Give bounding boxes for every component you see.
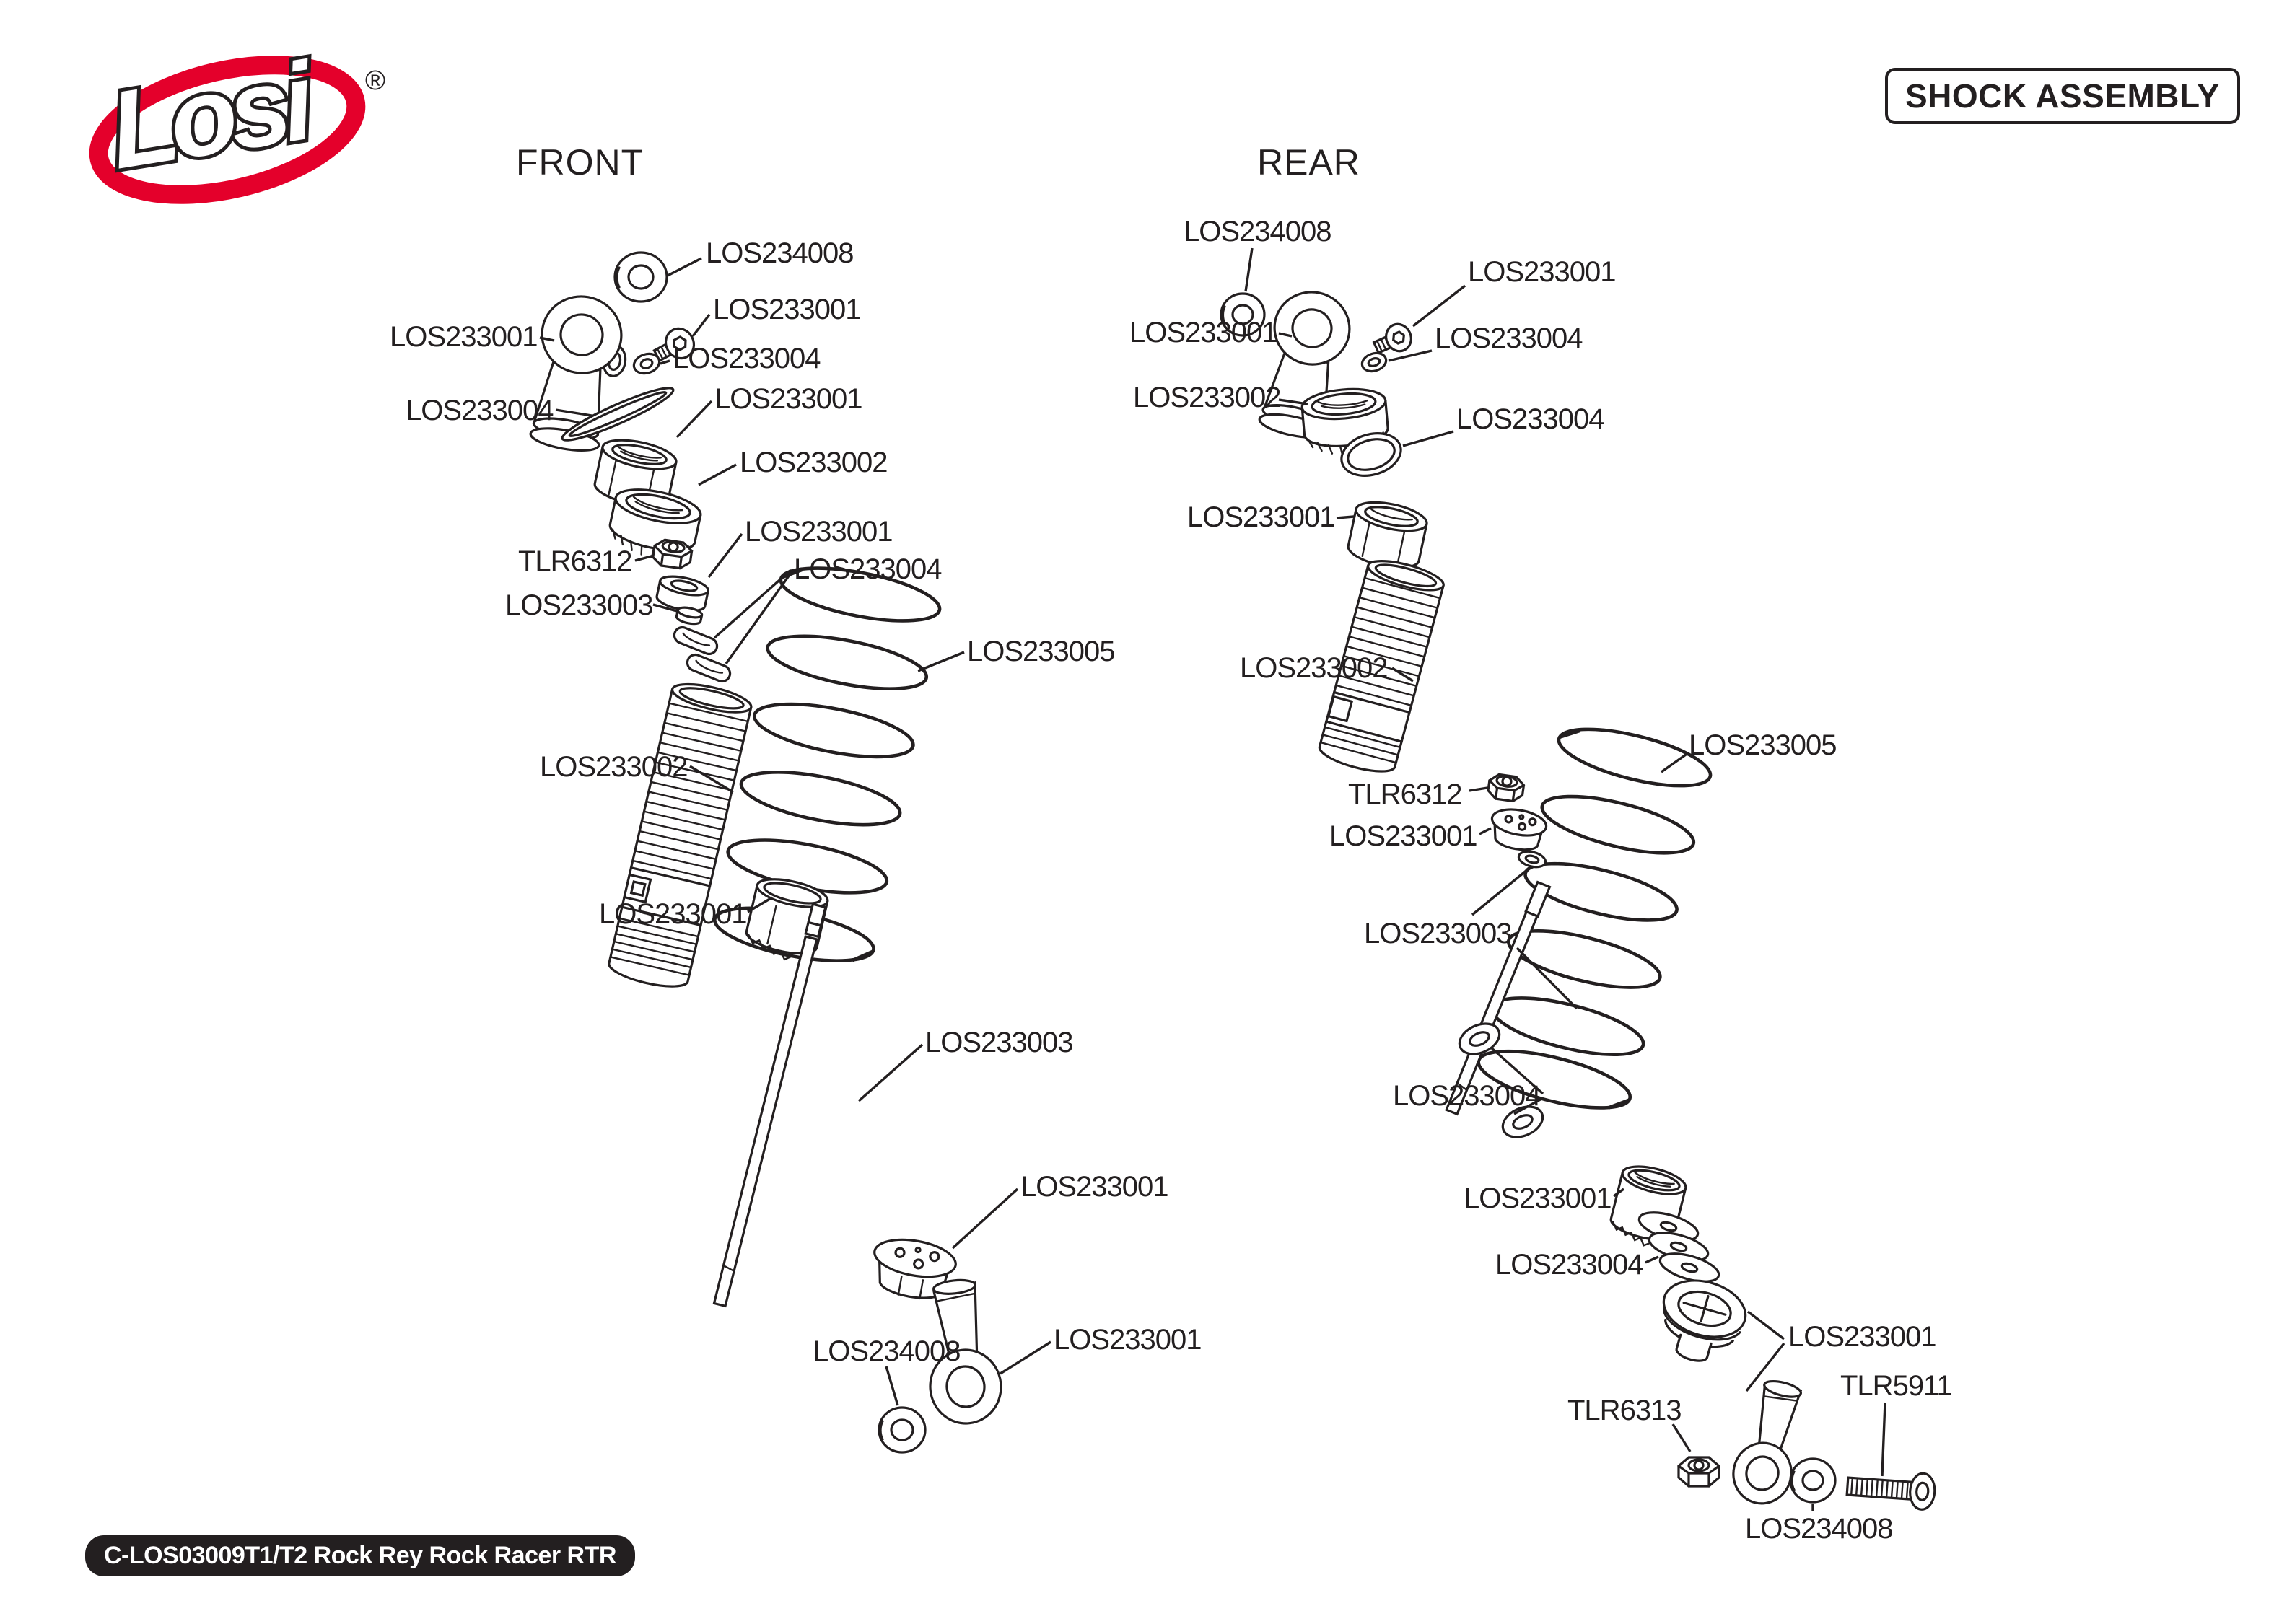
callout-front-ball-upper: LOS234008 [706,237,854,269]
rear-mount-screw [1846,1468,1936,1510]
callout-rear-shaft-nut: TLR6312 [1348,778,1462,810]
callout-rear-oring-pair: LOS233004 [1393,1080,1541,1112]
front-section-heading: FRONT [516,142,644,183]
callout-rear-mount-screw: TLR5911 [1840,1370,1952,1402]
front-ball-stud-upper [615,253,667,302]
model-label: C-LOS03009T1/T2 Rock Rey Rock Racer RTR [104,1542,616,1569]
callout-rear-large-oring: LOS233004 [1456,403,1604,435]
callout-rear-adjuster-nut: LOS233002 [1133,382,1281,413]
front-leader-lines [540,258,1051,1405]
page-title: SHOCK ASSEMBLY [1905,77,2220,115]
callout-front-piston: LOS233001 [1020,1171,1168,1203]
callout-front-spring: LOS233005 [967,636,1115,667]
front-oring-a [672,625,720,657]
callout-front-large-oring: LOS233004 [406,395,554,426]
callout-front-washer: LOS233004 [673,343,821,374]
callout-rear-piston: LOS233001 [1329,820,1477,852]
callout-rear-locknut: TLR6313 [1567,1395,1682,1426]
rear-ball-stud-lower [1790,1459,1835,1502]
model-badge [85,1535,635,1576]
callout-front-oring-pair: LOS233004 [794,553,942,585]
callout-front-body: LOS233002 [540,751,688,783]
front-shock-illustration [522,253,1051,1452]
front-shock-body [607,679,754,992]
callout-front-collar: LOS233001 [714,383,862,415]
callout-front-spacer: LOS233003 [505,589,653,621]
callout-front-rod-end-lower: LOS233001 [1054,1324,1202,1356]
callout-front-adjuster-nut: LOS233002 [740,447,888,478]
callout-front-shaft: LOS233003 [925,1027,1073,1058]
callout-front-rod-end-upper: LOS233001 [390,321,538,353]
callout-rear-shaft: LOS233003 [1364,918,1512,949]
callout-front-bushing: LOS233001 [745,516,893,548]
callout-rear-spring-cup: LOS233001 [1788,1321,1936,1353]
registered-mark: ® [365,66,385,96]
callout-front-lower-cap: LOS233001 [599,898,747,930]
callout-rear-screw: LOS233001 [1468,256,1616,288]
callout-rear-ball-upper: LOS234008 [1184,216,1331,247]
rear-shaft-ring [1517,849,1547,870]
front-ball-stud-lower [879,1408,925,1452]
rear-washer-stack [1636,1207,1722,1287]
callout-rear-ball-lower: LOS234008 [1745,1513,1893,1545]
callout-rear-spring: LOS233005 [1689,729,1837,761]
callout-rear-cap: LOS233001 [1187,501,1335,533]
front-oring-b [685,652,733,684]
callout-rear-lower-cap: LOS233001 [1464,1182,1612,1214]
callout-front-ball-lower: LOS234008 [813,1335,961,1367]
logo-wordmark: Losi [101,40,315,193]
callout-rear-rod-end-upper: LOS233001 [1129,317,1277,348]
rear-section-heading: REAR [1257,142,1360,183]
callout-front-shaft-nut: TLR6312 [518,545,632,577]
callout-rear-washer: LOS233004 [1435,322,1583,354]
rear-piston [1487,806,1548,853]
rear-shaft-nut [1487,773,1525,802]
rear-washer [1360,350,1389,374]
callout-front-screw: LOS233001 [713,294,861,325]
callout-rear-washer-stack: LOS233004 [1495,1249,1643,1281]
rear-locknut [1679,1457,1719,1486]
rear-spring-cup [1650,1271,1752,1371]
callout-rear-body: LOS233002 [1240,652,1388,684]
front-shock-shaft [714,904,826,1306]
